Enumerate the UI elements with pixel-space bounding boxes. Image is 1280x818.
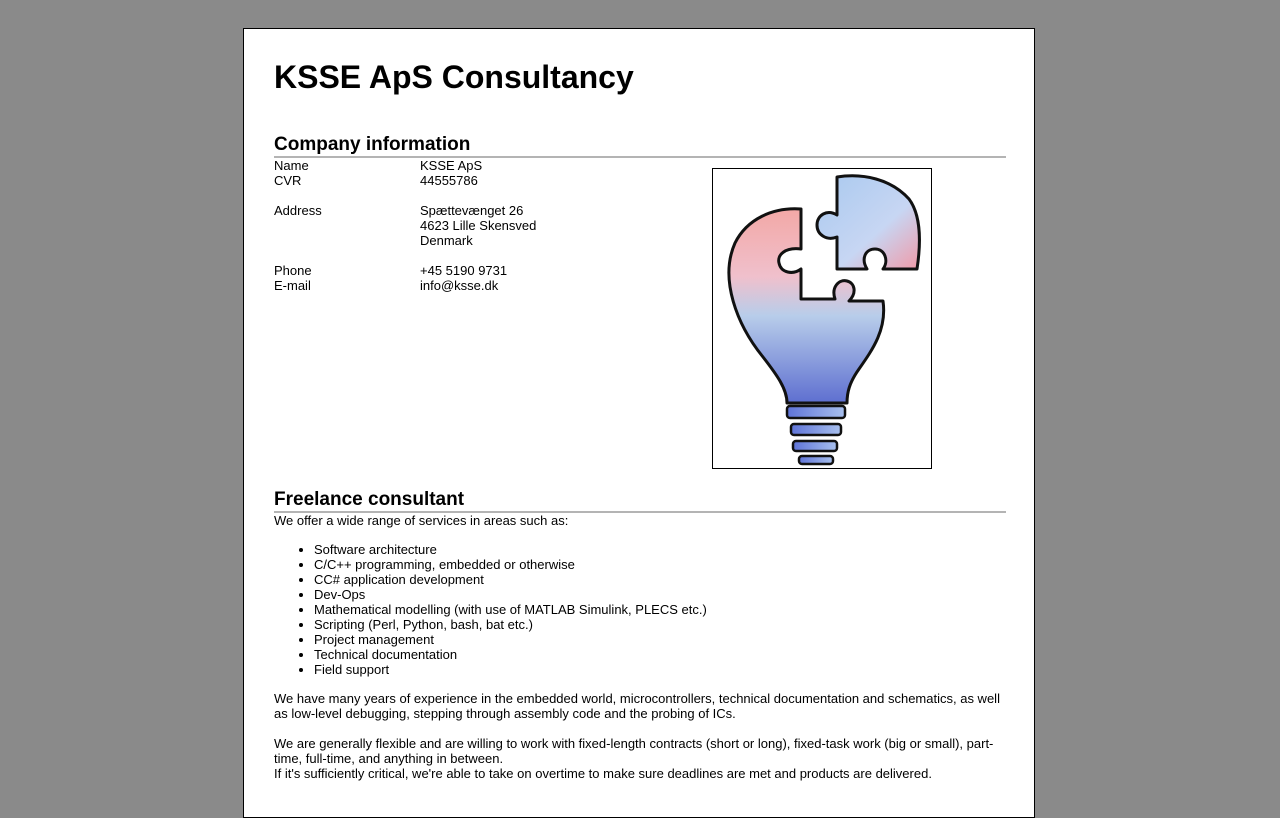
list-item: • Mathematical modelling (with use of MATLAB Simulink, PLECS etc.): [314, 602, 1006, 617]
company-info-heading: Company information: [274, 134, 1006, 158]
email-label: E-mail: [274, 278, 311, 293]
list-item: • C/C++ programming, embedded or otherwise: [314, 557, 1006, 572]
address-label: Address: [274, 203, 322, 218]
list-item: • Technical documentation: [314, 647, 1006, 662]
list-item: • Software architecture: [314, 542, 1006, 557]
name-value: KSSE ApS: [420, 158, 483, 173]
cvr-label: CVR: [274, 173, 302, 188]
freelance-heading: Freelance consultant: [274, 489, 1006, 513]
name-label: Name: [274, 158, 309, 173]
list-item: • Dev-Ops: [314, 587, 1006, 602]
lightbulb-icon: [713, 169, 931, 468]
address-line-2: 4623 Lille Skensved: [420, 218, 537, 233]
phone-label: Phone: [274, 263, 312, 278]
cvr-value: 44555786: [420, 173, 478, 188]
email-value: info@ksse.dk: [420, 278, 499, 293]
list-item: • CC# application development: [314, 572, 1006, 587]
address-line-1: Spættevænget 26: [420, 203, 524, 218]
phone-value: +45 5190 9731: [420, 263, 508, 278]
page-title: KSSE ApS Consultancy: [274, 59, 634, 95]
freelance-section: [274, 489, 1006, 781]
content-page: [243, 28, 1035, 818]
address-line-3: Denmark: [420, 233, 473, 248]
overtime-paragraph: If it's sufficiently critical, we're able to take on overtime to make sure deadlines are met and products are delivered.: [274, 766, 932, 781]
freelance-intro: We offer a wide range of services in areas such as:: [274, 513, 569, 528]
list-item: • Project management: [314, 632, 1006, 647]
lightbulb-puzzle-logo: [712, 168, 932, 469]
list-item: • Scripting (Perl, Python, bash, bat etc.): [314, 617, 1006, 632]
services-list: [274, 542, 1006, 677]
flexibility-paragraph: We are generally flexible and are willing to work with fixed-length contracts (short or long), fixed-task work (big or small), part-time, full-time, and anything in between.: [274, 736, 994, 766]
address-value: [420, 203, 536, 248]
list-item: • Field support: [314, 662, 1006, 677]
experience-paragraph: We have many years of experience in the embedded world, microcontrollers, technical documentation and schematics, as well as low-level debugging, stepping through assembly code and the probing of ICs.: [274, 691, 1000, 721]
